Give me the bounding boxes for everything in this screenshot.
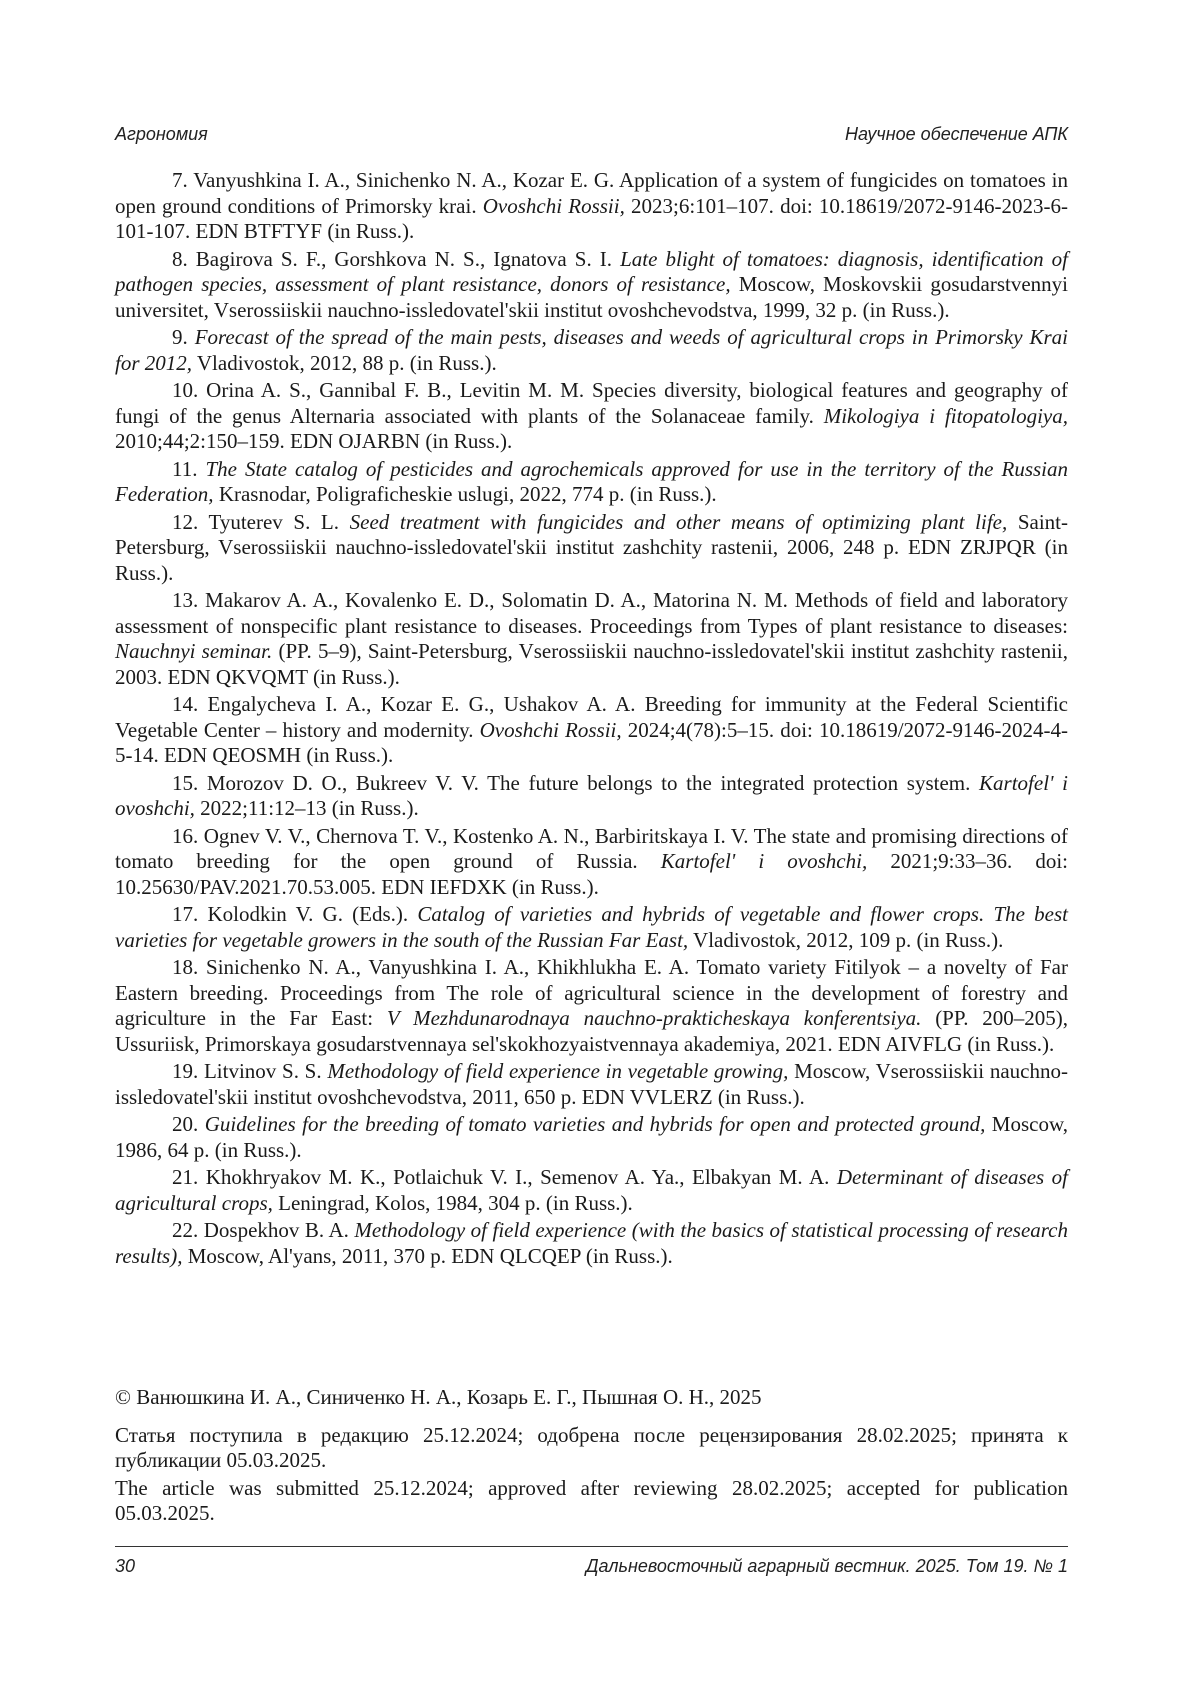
reference-item [115,902,1068,953]
reference-text: 9. [172,325,195,349]
reference-text: 22. Dospekhov B. A. [172,1218,355,1242]
reference-text: 12. Tyuterev S. L. [172,509,350,534]
reference-title-italic: Seed treatment with fungicides and other means of optimizing plant life, [349,509,1008,534]
reference-text: 13. Makarov A. A., Kovalenko E. D., Solomatin D. A., Matorina N. M. Methods of field and laboratory assessment of nonspecific plant resistance to diseases. Proceedings from Types of plant resistance to diseases: [115,588,1068,638]
article-meta [115,1385,1068,1529]
copyright-line: © Ванюшкина И. А., Синиченко Н. А., Козарь Е. Г., Пышная О. Н., 2025 [115,1385,762,1409]
reference-item [115,588,1068,690]
reference-text: 17. Kolodkin V. G. (Eds.). [172,902,418,926]
running-header [115,124,1068,145]
reference-item [115,955,1068,1057]
reference-text: 20. [172,1112,205,1136]
reference-text: (PP. 5–9), Saint-Petersburg, Vserossiiskii nauchno-issledovatel'skii institut zashchity rastenii, 2003. EDN QKVQMT (in Russ.). [115,639,1068,689]
reference-text: 11. [172,456,206,481]
reference-list [115,168,1068,1271]
reference-text: 10. Orina A. S., Gannibal F. B., Levitin M. M. Species diversity, biological features and geography of fungi of the genus Alternaria associated with plants of the Solanaceae family. [115,378,1068,428]
reference-text: 15. Morozov D. O., Bukreev V. V. The future belongs to the integrated protection system. [172,770,980,795]
reference-title-italic: Nauchnyi seminar. [115,639,273,663]
reference-text: Leningrad, Kolos, 1984, 304 p. (in Russ.). [272,1190,633,1215]
reference-title-italic: Kartofel' i ovoshchi, [660,849,868,873]
reference-text: Moscow, Moskovskii gosudarstvennyi universitet, Vserossiiskii nauchno-issledovatel'skii institut ovoshchevodstva, 1999, 32 p. (in Russ.). [115,272,1068,322]
page-number: 30 [115,1556,136,1576]
reference-text: 18. Sinichenko N. A., Vanyushkina I. A., Khikhlukha E. A. Tomato variety Fitilyok – a novelty of Far Eastern breeding. Proceedings from The role of agricultural science in the development of forestry and agriculture in the Far East: [115,955,1068,1030]
article-history-en: The article was submitted 25.12.2024; approved after reviewing 28.02.2025; accepted for publication 05.03.2025. [115,1475,1068,1525]
reference-title-italic: Determinant of diseases of agricultural crops, [115,1165,1069,1215]
reference-text: 14. Engalycheva I. A., Kozar E. G., Ushakov A. A. Breeding for immunity at the Federal Scientific Vegetable Center – history and modernity. [115,692,1068,742]
reference-text: Saint-Petersburg, Vserossiiskii nauchno-issledovatel'skii institut zashchity rastenii, 2006, 248 p. EDN ZRJPQR (in Russ.). [115,509,1068,585]
reference-text: 2024;4(78):5–15. doi: 10.18619/2072-9146-2024-4-5-14. EDN QEOSMH (in Russ.). [115,717,1069,767]
reference-text: Moscow, 1986, 64 p. (in Russ.). [115,1112,1068,1162]
reference-item [115,168,1068,245]
reference-item [115,1059,1068,1110]
footer-rule [115,1546,1068,1547]
reference-title-italic: Ovoshchi Rossii, [482,193,625,218]
section-title: Агрономия [115,124,208,144]
reference-text: 2022;11:12–13 (in Russ.). [194,796,419,820]
reference-title-italic: Guidelines for the breeding of tomato varieties and hybrids for open and protected ground, [204,1112,986,1136]
article-history-ru: Статья поступила в редакцию 25.12.2024; одобрена после рецензирования 28.02.2025; принята к публикации 05.03.2025. [115,1422,1068,1472]
reference-title-italic: The State catalog of pesticides and agrochemicals approved for use in the territory of the Russian Federation, [115,456,1068,506]
reference-item [115,771,1068,822]
reference-item [115,1112,1068,1163]
rubric-title: Научное обеспечение АПК [844,124,1068,144]
reference-item [115,1218,1068,1269]
reference-title-italic: V Mezhdunarodnaya nauchno-prakticheskaya konferentsiya. [386,1006,922,1030]
reference-item [115,457,1068,508]
journal-citation: Дальневосточный аграрный вестник. 2025. Том 19. № 1 [585,1556,1068,1576]
reference-text: 2023;6:101–107. doi: 10.18619/2072-9146-2023-6-101-107. EDN BTFTYF (in Russ.). [115,193,1068,243]
reference-text: 2021;9:33–36. doi: 10.25630/PAV.2021.70.53.005. EDN IEFDXK (in Russ.). [115,849,1069,899]
reference-item [115,692,1068,769]
reference-title-italic: Methodology of field experience in vegetable growing, [327,1059,789,1083]
reference-text: 19. Litvinov S. S. [172,1059,328,1083]
reference-title-italic: Ovoshchi Rossii, [479,717,622,742]
reference-text: Moscow, Vserossiiskii nauchno-issledovatel'skii institut ovoshchevodstva, 2011, 650 p. EDN VVLERZ (in Russ.). [115,1059,1068,1109]
reference-text: Vladivostok, 2012, 109 p. (in Russ.). [688,927,1004,952]
reference-text: 21. Khokhryakov M. K., Potlaichuk V. I., Semenov A. Ya., Elbakyan M. A. [172,1165,837,1189]
reference-item [115,1165,1068,1216]
reference-item [115,824,1068,901]
reference-title-italic: Kartofel' i ovoshchi, [115,770,1068,820]
running-footer [115,1556,1068,1577]
reference-text: Vladivostok, 2012, 88 p. (in Russ.). [192,350,497,375]
reference-title-italic: Methodology of field experience (with the basics of statistical processing of research results), [115,1218,1068,1268]
reference-text: Krasnodar, Poligraficheskie uslugi, 2022, 774 p. (in Russ.). [213,482,717,506]
reference-text: Moscow, Al'yans, 2011, 370 p. EDN QLCQEP (in Russ.). [182,1243,673,1268]
reference-item [115,378,1068,455]
reference-text: 16. Ognev V. V., Chernova T. V., Kostenko A. N., Barbiritskaya I. V. The state and promising directions of tomato breeding for the open ground of Russia. [115,823,1068,873]
reference-title-italic: Catalog of varieties and hybrids of vegetable and flower crops. The best varieties for vegetable growers in the south of the Russian Far East, [115,902,1068,952]
reference-title-italic: Mikologiya i fitopatologiya, [823,403,1068,428]
reference-item [115,247,1068,324]
reference-item [115,510,1068,587]
reference-title-italic: Forecast of the spread of the main pests, diseases and weeds of agricultural crops in Primorsky Krai for 2012, [115,325,1069,375]
reference-text: 2010;44;2:150–159. EDN OJARBN (in Russ.). [115,429,513,453]
reference-text: (PP. 200–205), Ussuriisk, Primorskaya gosudarstvennaya sel'skokhozyaistvennaya akademiya, 2021. EDN AIVFLG (in Russ.). [115,1006,1068,1056]
reference-title-italic: Late blight of tomatoes: diagnosis, identification of pathogen species, assessment of plant resistance, donors of resistance, [115,246,1068,296]
reference-text: 8. Bagirova S. F., Gorshkova N. S., Ignatova S. I. [172,246,621,271]
reference-item [115,325,1068,376]
reference-text: 7. Vanyushkina I. A., Sinichenko N. A., Kozar E. G. Application of a system of fungicides on tomatoes in open ground conditions of Primorsky krai. [115,168,1068,218]
